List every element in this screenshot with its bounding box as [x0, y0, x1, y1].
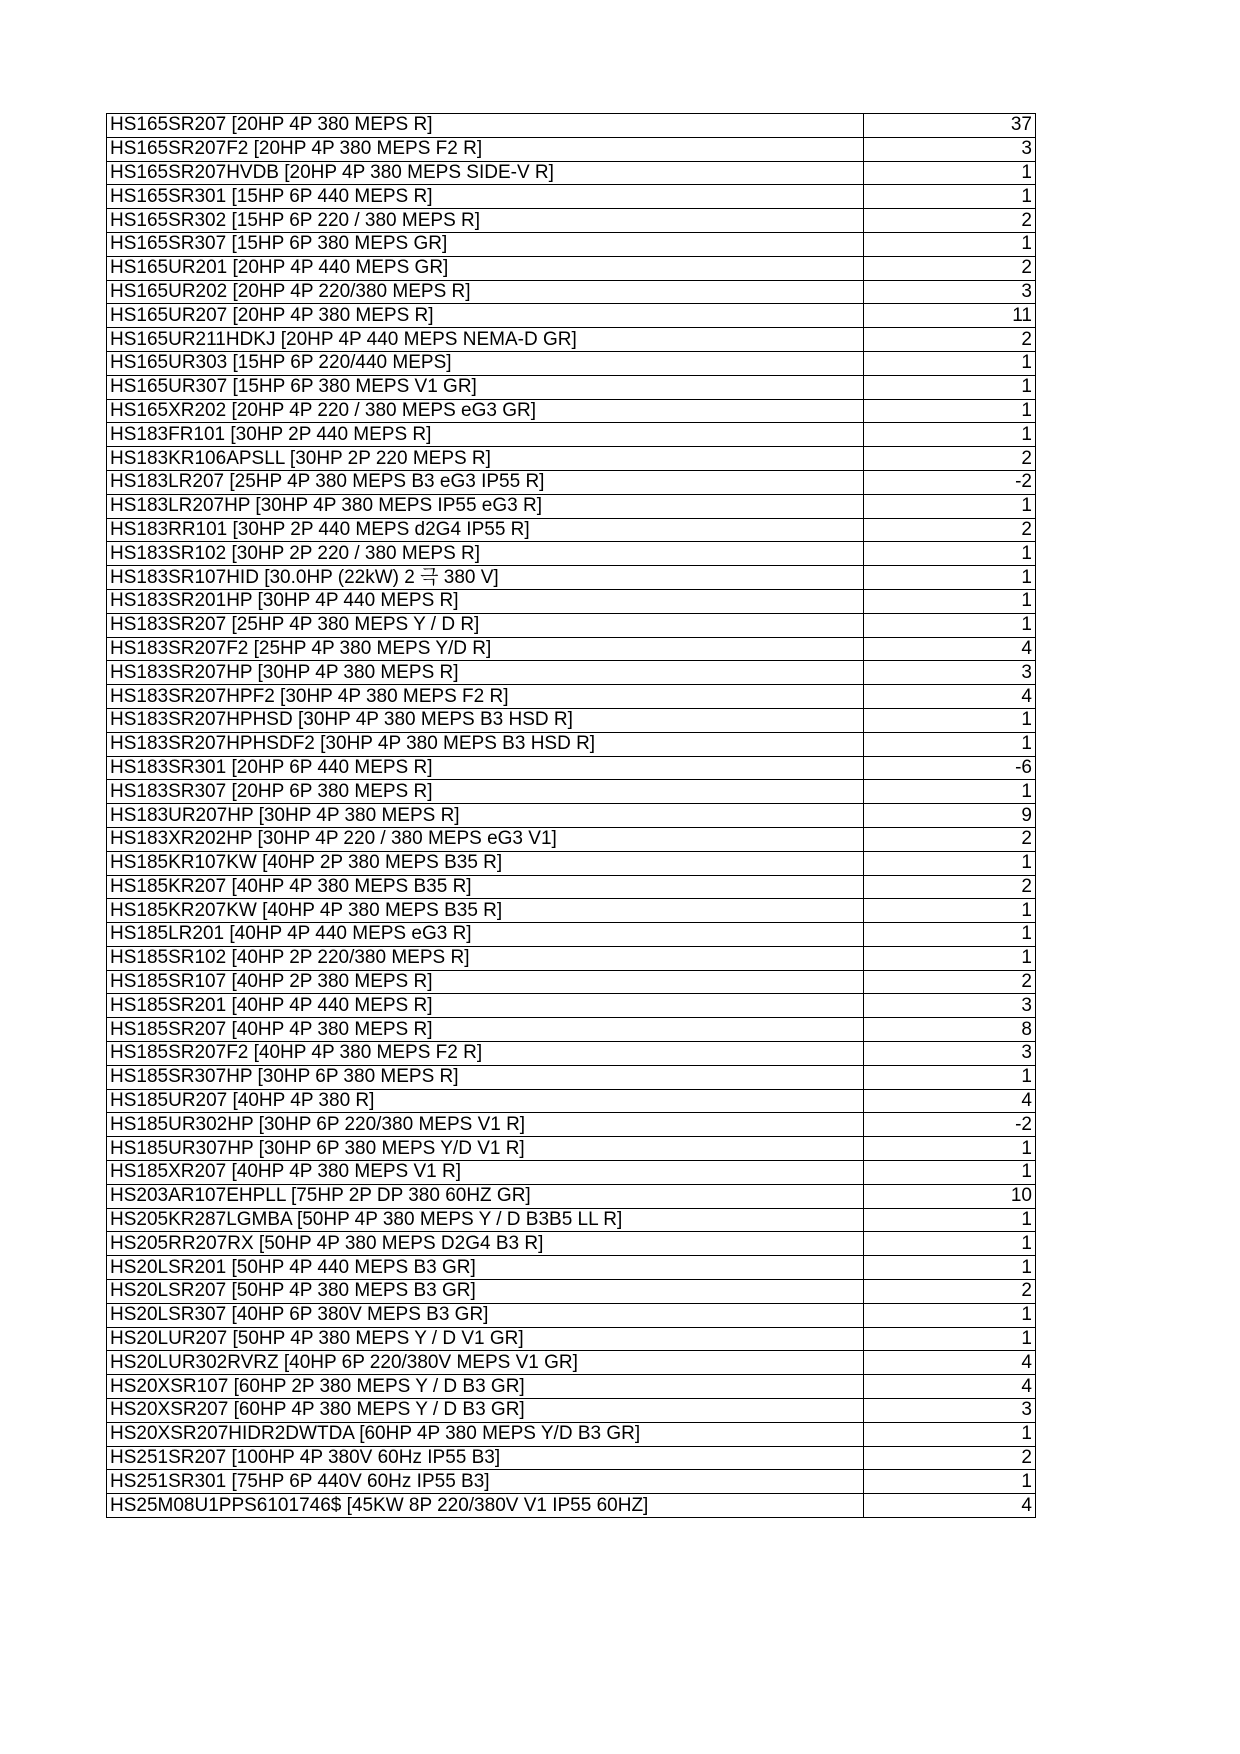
table-row: [107, 970, 1036, 994]
item-quantity-cell: 1: [864, 399, 1036, 423]
item-description-cell: HS165UR201 [20HP 4P 440 MEPS GR]: [107, 256, 864, 280]
table-row: [107, 137, 1036, 161]
table-row: [107, 946, 1036, 970]
inventory-table: [106, 113, 1036, 1518]
table-row: [107, 304, 1036, 328]
item-quantity-cell: 1: [864, 899, 1036, 923]
table-row: [107, 637, 1036, 661]
table-row: [107, 470, 1036, 494]
item-quantity-cell: 4: [864, 1375, 1036, 1399]
item-description-cell: HS185XR207 [40HP 4P 380 MEPS V1 R]: [107, 1161, 864, 1185]
item-quantity-cell: 2: [864, 447, 1036, 471]
table-row: [107, 423, 1036, 447]
inventory-table-body: [107, 114, 1036, 1518]
item-description-cell: HS205RR207RX [50HP 4P 380 MEPS D2G4 B3 R]: [107, 1232, 864, 1256]
item-quantity-cell: 3: [864, 994, 1036, 1018]
item-description-cell: HS185SR207 [40HP 4P 380 MEPS R]: [107, 1018, 864, 1042]
table-row: [107, 1089, 1036, 1113]
item-description-cell: HS251SR301 [75HP 6P 440V 60Hz IP55 B3]: [107, 1470, 864, 1494]
item-description-cell: HS185UR302HP [30HP 6P 220/380 MEPS V1 R]: [107, 1113, 864, 1137]
table-row: [107, 1375, 1036, 1399]
item-quantity-cell: 1: [864, 185, 1036, 209]
item-description-cell: HS185SR207F2 [40HP 4P 380 MEPS F2 R]: [107, 1042, 864, 1066]
item-quantity-cell: 1: [864, 1327, 1036, 1351]
item-quantity-cell: 3: [864, 280, 1036, 304]
item-description-cell: HS165SR207 [20HP 4P 380 MEPS R]: [107, 114, 864, 138]
item-description-cell: HS183KR106APSLL [30HP 2P 220 MEPS R]: [107, 447, 864, 471]
item-description-cell: HS183SR301 [20HP 6P 440 MEPS R]: [107, 756, 864, 780]
item-quantity-cell: 1: [864, 1422, 1036, 1446]
table-row: [107, 447, 1036, 471]
item-description-cell: HS183SR307 [20HP 6P 380 MEPS R]: [107, 780, 864, 804]
table-row: [107, 1042, 1036, 1066]
table-row: [107, 1137, 1036, 1161]
table-row: [107, 1232, 1036, 1256]
item-quantity-cell: 1: [864, 589, 1036, 613]
table-row: [107, 1470, 1036, 1494]
item-quantity-cell: 1: [864, 542, 1036, 566]
item-description-cell: HS205KR287LGMBA [50HP 4P 380 MEPS Y / D B3B5 LL R]: [107, 1208, 864, 1232]
item-quantity-cell: 3: [864, 1399, 1036, 1423]
item-quantity-cell: 1: [864, 780, 1036, 804]
item-description-cell: HS183SR207 [25HP 4P 380 MEPS Y / D R]: [107, 613, 864, 637]
item-description-cell: HS185LR201 [40HP 4P 440 MEPS eG3 R]: [107, 923, 864, 947]
item-description-cell: HS203AR107EHPLL [75HP 2P DP 380 60HZ GR]: [107, 1184, 864, 1208]
table-row: [107, 1422, 1036, 1446]
item-quantity-cell: 4: [864, 637, 1036, 661]
table-row: [107, 923, 1036, 947]
item-description-cell: HS183LR207HP [30HP 4P 380 MEPS IP55 eG3 R]: [107, 494, 864, 518]
item-quantity-cell: 1: [864, 1208, 1036, 1232]
item-description-cell: HS185KR207KW [40HP 4P 380 MEPS B35 R]: [107, 899, 864, 923]
item-quantity-cell: 4: [864, 1351, 1036, 1375]
item-description-cell: HS183SR207HPF2 [30HP 4P 380 MEPS F2 R]: [107, 685, 864, 709]
item-description-cell: HS183SR107HID [30.0HP (22kW) 2 극 380 V]: [107, 566, 864, 590]
table-row: [107, 280, 1036, 304]
table-row: [107, 1327, 1036, 1351]
table-row: [107, 1256, 1036, 1280]
item-description-cell: HS183LR207 [25HP 4P 380 MEPS B3 eG3 IP55 R]: [107, 470, 864, 494]
item-quantity-cell: 3: [864, 661, 1036, 685]
item-description-cell: HS165UR303 [15HP 6P 220/440 MEPS]: [107, 351, 864, 375]
item-quantity-cell: 1: [864, 923, 1036, 947]
item-description-cell: HS183SR207HP [30HP 4P 380 MEPS R]: [107, 661, 864, 685]
item-quantity-cell: 1: [864, 732, 1036, 756]
item-quantity-cell: 1: [864, 708, 1036, 732]
item-quantity-cell: 4: [864, 685, 1036, 709]
item-quantity-cell: 1: [864, 1256, 1036, 1280]
item-quantity-cell: 2: [864, 1280, 1036, 1304]
table-row: [107, 518, 1036, 542]
item-description-cell: HS165SR307 [15HP 6P 380 MEPS GR]: [107, 232, 864, 256]
item-description-cell: HS183UR207HP [30HP 4P 380 MEPS R]: [107, 804, 864, 828]
table-row: [107, 1399, 1036, 1423]
table-row: [107, 1494, 1036, 1518]
table-row: [107, 685, 1036, 709]
item-description-cell: HS183XR202HP [30HP 4P 220 / 380 MEPS eG3 V1]: [107, 827, 864, 851]
item-description-cell: HS25M08U1PPS6101746$ [45KW 8P 220/380V V1 IP55 60HZ]: [107, 1494, 864, 1518]
item-description-cell: HS183SR207HPHSD [30HP 4P 380 MEPS B3 HSD R]: [107, 708, 864, 732]
item-description-cell: HS183FR101 [30HP 2P 440 MEPS R]: [107, 423, 864, 447]
item-description-cell: HS20XSR207 [60HP 4P 380 MEPS Y / D B3 GR]: [107, 1399, 864, 1423]
item-description-cell: HS165UR202 [20HP 4P 220/380 MEPS R]: [107, 280, 864, 304]
item-description-cell: HS185SR102 [40HP 2P 220/380 MEPS R]: [107, 946, 864, 970]
item-description-cell: HS183RR101 [30HP 2P 440 MEPS d2G4 IP55 R]: [107, 518, 864, 542]
table-row: [107, 209, 1036, 233]
item-quantity-cell: 2: [864, 209, 1036, 233]
table-row: [107, 899, 1036, 923]
item-quantity-cell: 2: [864, 256, 1036, 280]
item-description-cell: HS185UR207 [40HP 4P 380 R]: [107, 1089, 864, 1113]
item-quantity-cell: 1: [864, 1065, 1036, 1089]
table-row: [107, 1184, 1036, 1208]
item-description-cell: HS251SR207 [100HP 4P 380V 60Hz IP55 B3]: [107, 1446, 864, 1470]
table-row: [107, 1018, 1036, 1042]
item-quantity-cell: 9: [864, 804, 1036, 828]
item-description-cell: HS185SR201 [40HP 4P 440 MEPS R]: [107, 994, 864, 1018]
item-quantity-cell: 11: [864, 304, 1036, 328]
item-quantity-cell: 1: [864, 851, 1036, 875]
item-description-cell: HS20XSR107 [60HP 2P 380 MEPS Y / D B3 GR]: [107, 1375, 864, 1399]
item-quantity-cell: 1: [864, 1232, 1036, 1256]
table-row: [107, 114, 1036, 138]
item-description-cell: HS185SR107 [40HP 2P 380 MEPS R]: [107, 970, 864, 994]
item-description-cell: HS185SR307HP [30HP 6P 380 MEPS R]: [107, 1065, 864, 1089]
item-quantity-cell: 1: [864, 351, 1036, 375]
item-description-cell: HS165SR302 [15HP 6P 220 / 380 MEPS R]: [107, 209, 864, 233]
item-quantity-cell: 1: [864, 494, 1036, 518]
item-quantity-cell: 37: [864, 114, 1036, 138]
item-quantity-cell: -2: [864, 1113, 1036, 1137]
item-quantity-cell: 2: [864, 970, 1036, 994]
table-row: [107, 827, 1036, 851]
item-quantity-cell: 2: [864, 875, 1036, 899]
item-quantity-cell: 1: [864, 1470, 1036, 1494]
item-quantity-cell: 1: [864, 232, 1036, 256]
table-row: [107, 1446, 1036, 1470]
item-quantity-cell: 1: [864, 161, 1036, 185]
table-row: [107, 566, 1036, 590]
table-row: [107, 756, 1036, 780]
table-row: [107, 542, 1036, 566]
item-quantity-cell: 1: [864, 375, 1036, 399]
table-row: [107, 851, 1036, 875]
table-row: [107, 875, 1036, 899]
table-row: [107, 185, 1036, 209]
item-quantity-cell: 4: [864, 1089, 1036, 1113]
item-quantity-cell: 1: [864, 1161, 1036, 1185]
item-quantity-cell: 2: [864, 518, 1036, 542]
table-row: [107, 232, 1036, 256]
table-row: [107, 708, 1036, 732]
item-description-cell: HS185KR207 [40HP 4P 380 MEPS B35 R]: [107, 875, 864, 899]
item-quantity-cell: 2: [864, 827, 1036, 851]
item-description-cell: HS165XR202 [20HP 4P 220 / 380 MEPS eG3 GR]: [107, 399, 864, 423]
table-row: [107, 589, 1036, 613]
item-quantity-cell: 1: [864, 1303, 1036, 1327]
table-row: [107, 1303, 1036, 1327]
table-row: [107, 1065, 1036, 1089]
table-row: [107, 1161, 1036, 1185]
table-row: [107, 1351, 1036, 1375]
table-row: [107, 351, 1036, 375]
item-quantity-cell: 1: [864, 946, 1036, 970]
table-row: [107, 375, 1036, 399]
table-row: [107, 661, 1036, 685]
item-description-cell: HS165UR307 [15HP 6P 380 MEPS V1 GR]: [107, 375, 864, 399]
table-row: [107, 613, 1036, 637]
table-row: [107, 256, 1036, 280]
table-row: [107, 1280, 1036, 1304]
item-description-cell: HS165SR207F2 [20HP 4P 380 MEPS F2 R]: [107, 137, 864, 161]
table-row: [107, 1208, 1036, 1232]
table-row: [107, 994, 1036, 1018]
item-quantity-cell: 1: [864, 423, 1036, 447]
item-description-cell: HS183SR201HP [30HP 4P 440 MEPS R]: [107, 589, 864, 613]
item-quantity-cell: 1: [864, 566, 1036, 590]
table-row: [107, 494, 1036, 518]
item-quantity-cell: 2: [864, 1446, 1036, 1470]
item-description-cell: HS165UR211HDKJ [20HP 4P 440 MEPS NEMA-D GR]: [107, 328, 864, 352]
table-row: [107, 161, 1036, 185]
item-description-cell: HS20LSR207 [50HP 4P 380 MEPS B3 GR]: [107, 1280, 864, 1304]
item-description-cell: HS185UR307HP [30HP 6P 380 MEPS Y/D V1 R]: [107, 1137, 864, 1161]
item-quantity-cell: 1: [864, 613, 1036, 637]
item-quantity-cell: 3: [864, 137, 1036, 161]
item-quantity-cell: -2: [864, 470, 1036, 494]
item-quantity-cell: 1: [864, 1137, 1036, 1161]
table-row: [107, 328, 1036, 352]
item-description-cell: HS20LSR307 [40HP 6P 380V MEPS B3 GR]: [107, 1303, 864, 1327]
item-description-cell: HS183SR102 [30HP 2P 220 / 380 MEPS R]: [107, 542, 864, 566]
item-description-cell: HS20LUR207 [50HP 4P 380 MEPS Y / D V1 GR]: [107, 1327, 864, 1351]
item-quantity-cell: 8: [864, 1018, 1036, 1042]
item-description-cell: HS165UR207 [20HP 4P 380 MEPS R]: [107, 304, 864, 328]
item-quantity-cell: 10: [864, 1184, 1036, 1208]
item-description-cell: HS20LUR302RVRZ [40HP 6P 220/380V MEPS V1 GR]: [107, 1351, 864, 1375]
table-row: [107, 399, 1036, 423]
item-description-cell: HS20XSR207HIDR2DWTDA [60HP 4P 380 MEPS Y/D B3 GR]: [107, 1422, 864, 1446]
table-row: [107, 804, 1036, 828]
table-row: [107, 1113, 1036, 1137]
item-description-cell: HS185KR107KW [40HP 2P 380 MEPS B35 R]: [107, 851, 864, 875]
table-row: [107, 732, 1036, 756]
item-quantity-cell: -6: [864, 756, 1036, 780]
item-description-cell: HS165SR301 [15HP 6P 440 MEPS R]: [107, 185, 864, 209]
item-quantity-cell: 2: [864, 328, 1036, 352]
item-description-cell: HS165SR207HVDB [20HP 4P 380 MEPS SIDE-V R]: [107, 161, 864, 185]
item-description-cell: HS183SR207F2 [25HP 4P 380 MEPS Y/D R]: [107, 637, 864, 661]
item-description-cell: HS20LSR201 [50HP 4P 440 MEPS B3 GR]: [107, 1256, 864, 1280]
item-description-cell: HS183SR207HPHSDF2 [30HP 4P 380 MEPS B3 HSD R]: [107, 732, 864, 756]
item-quantity-cell: 3: [864, 1042, 1036, 1066]
table-row: [107, 780, 1036, 804]
item-quantity-cell: 4: [864, 1494, 1036, 1518]
